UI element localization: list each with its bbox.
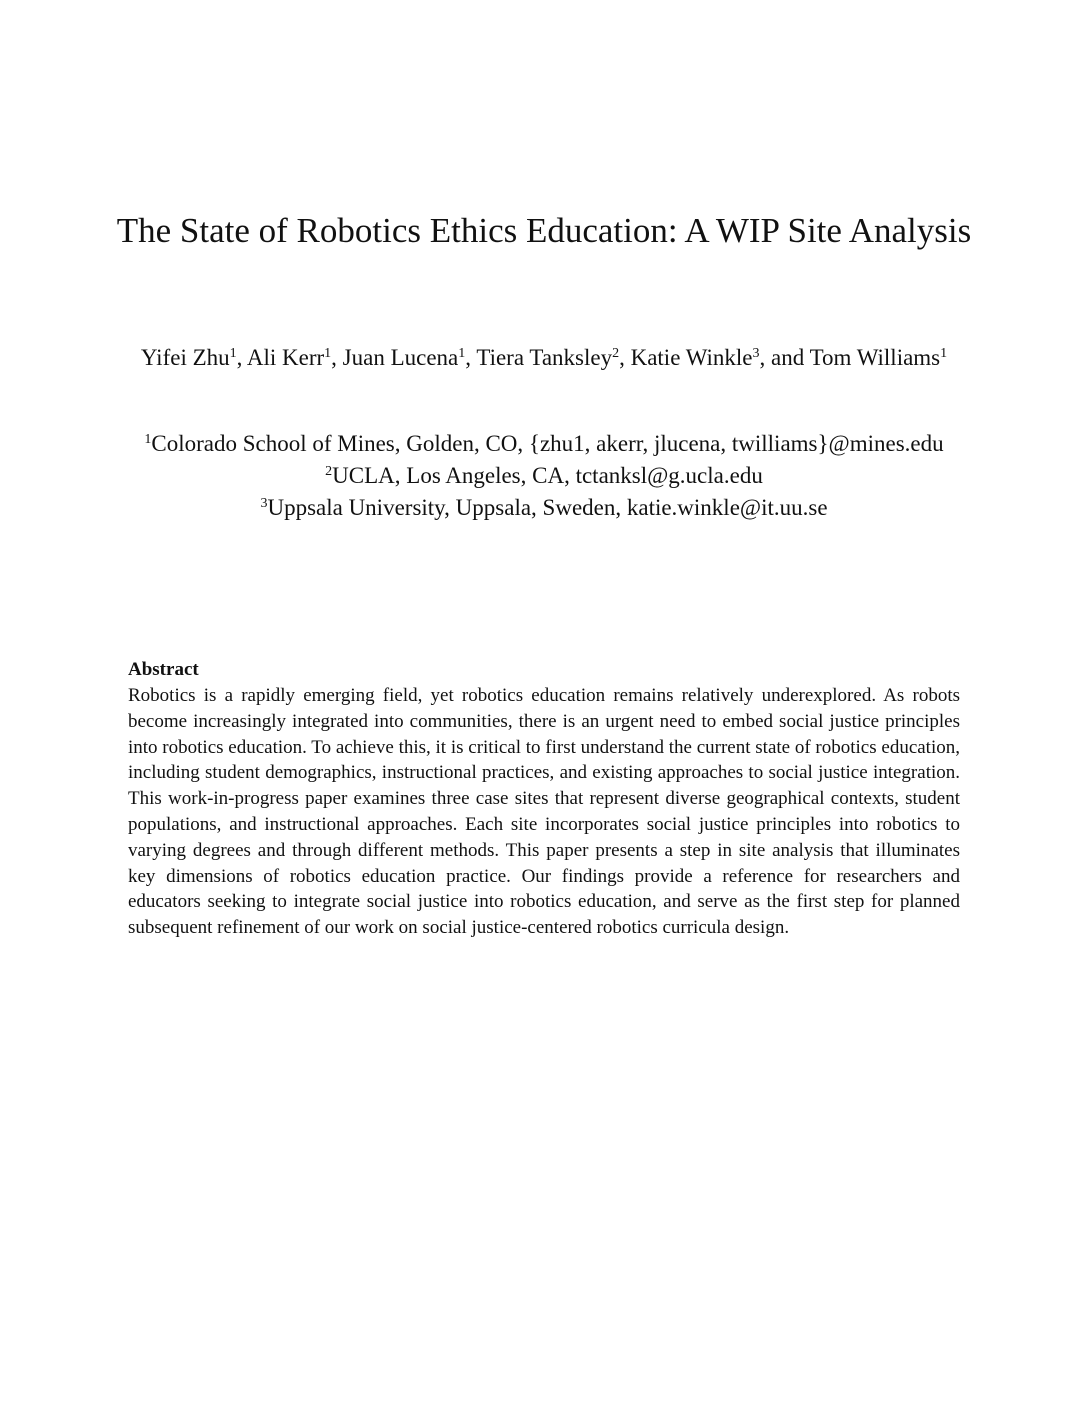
author-name: Katie Winkle	[630, 345, 753, 370]
author-affiliation-mark: 1	[458, 346, 466, 361]
author-affiliation-mark: 1	[229, 346, 237, 361]
abstract-body: Robotics is a rapidly emerging field, yet robotics education remains relatively underexplored. As robots become increasingly integrated into communities, there is an urgent need to embed social justice principles into robotics education. To achieve this, it is critical to first understand the current state of robotics education, including student demographics, instructional practices, and existing approaches to social justice integration. This work-in-progress paper examines three case sites that represent diverse geographical contexts, student populations, and instructional approaches. Each site incorporates social justice principles into robotics to varying degrees and through different methods. This paper presents a step in site analysis that illuminates key dimensions of robotics education practice. Our findings provide a reference for researchers and educators seeking to integrate social justice into robotics education, and serve as the first step for planned subsequent refinement of our work on social justice-centered robotics curricula design.	[128, 685, 960, 939]
affiliation-text: UCLA, Los Angeles, CA, tctanksl@g.ucla.edu	[332, 463, 763, 488]
author-name: Juan Lucena	[342, 345, 459, 370]
author	[476, 345, 619, 370]
author	[247, 345, 331, 370]
author-separator: ,	[331, 345, 343, 370]
author-name: Ali Kerr	[246, 345, 325, 370]
author-affiliation-mark: 3	[752, 346, 760, 361]
affiliation-number: 2	[325, 464, 333, 479]
author	[141, 345, 237, 370]
author-affiliation-mark: 2	[612, 346, 620, 361]
author-list	[110, 342, 978, 374]
abstract-heading: Abstract	[128, 659, 199, 680]
author-separator: ,	[236, 345, 247, 370]
author-name: Yifei Zhu	[140, 345, 230, 370]
author-separator: ,	[465, 345, 477, 370]
affiliation-number: 3	[260, 496, 268, 511]
affiliation-text: Uppsala University, Uppsala, Sweden, katie.winkle@it.uu.se	[267, 495, 828, 520]
author-affiliation-mark: 1	[324, 346, 332, 361]
affiliation	[110, 428, 978, 460]
affiliation-list	[110, 428, 978, 524]
author-separator: , and	[759, 345, 810, 370]
author	[810, 345, 948, 370]
author-name: Tiera Tanksley	[476, 345, 613, 370]
affiliation	[110, 460, 978, 492]
abstract-section	[128, 657, 960, 941]
author	[631, 345, 760, 370]
author-affiliation-mark: 1	[940, 346, 948, 361]
author-separator: ,	[619, 345, 631, 370]
paper-title: The State of Robotics Ethics Education: A WIP Site Analysis	[116, 211, 972, 250]
affiliation-text: Colorado School of Mines, Golden, CO, {zhu1, akerr, jlucena, twilliams}@mines.edu	[151, 431, 944, 456]
affiliation-number: 1	[144, 432, 152, 447]
affiliation	[110, 492, 978, 524]
author	[343, 345, 466, 370]
author-name: Tom Williams	[809, 345, 941, 370]
